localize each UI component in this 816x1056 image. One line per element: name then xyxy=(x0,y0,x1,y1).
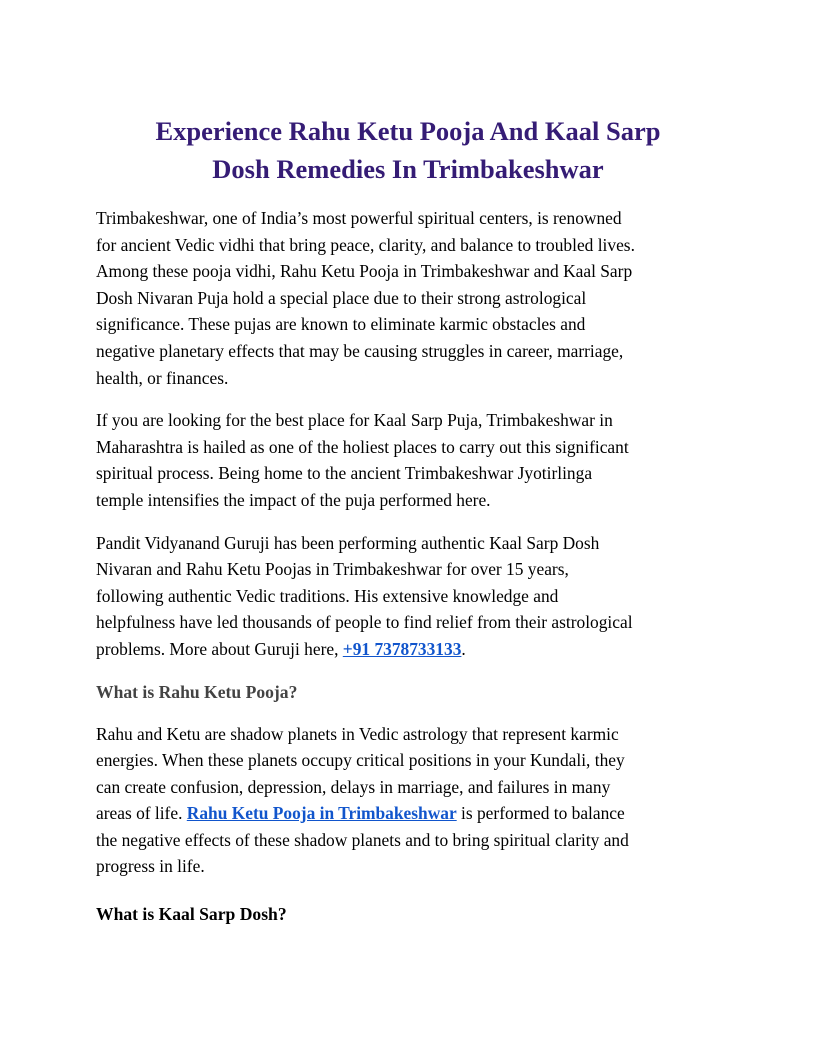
guruji-line: helpfulness have led thousands of people to find relief from their astrological xyxy=(96,612,633,633)
document-page xyxy=(96,112,720,927)
intro-line: negative planetary effects that may be causing struggles in career, marriage, xyxy=(96,340,624,361)
best-place-paragraph xyxy=(96,407,720,513)
intro-line: health, or finances. xyxy=(96,367,229,388)
intro-paragraph xyxy=(96,205,720,391)
rahu-ketu-line: the negative effects of these shadow planets and to bring spiritual clarity and xyxy=(96,829,629,850)
guruji-last-line xyxy=(96,636,720,663)
rahu-ketu-link-line xyxy=(96,800,720,827)
rahu-ketu-link-suffix: is performed to balance xyxy=(456,803,625,824)
best-place-line: If you are looking for the best place for Kaal Sarp Puja, Trimbakeshwar in xyxy=(96,410,613,431)
title-line-1: Experience Rahu Ketu Pooja And Kaal Sarp xyxy=(155,116,661,146)
intro-line: significance. These pujas are known to eliminate karmic obstacles and xyxy=(96,314,586,335)
best-place-line: Maharashtra is hailed as one of the holiest places to carry out this significant xyxy=(96,436,629,457)
best-place-line: spiritual process. Being home to the ancient Trimbakeshwar Jyotirlinga xyxy=(96,463,593,484)
rahu-ketu-line: progress in life. xyxy=(96,856,205,877)
guruji-last-suffix: . xyxy=(461,638,466,659)
title-line-2: Dosh Remedies In Trimbakeshwar xyxy=(212,154,604,184)
rahu-ketu-link-prefix: areas of life. xyxy=(96,803,187,824)
rahu-ketu-pooja-link[interactable]: Rahu Ketu Pooja in Trimbakeshwar xyxy=(186,803,457,824)
intro-line: for ancient Vedic vidhi that bring peace, clarity, and balance to troubled lives. xyxy=(96,234,635,255)
best-place-line: temple intensifies the impact of the puja performed here. xyxy=(96,489,491,510)
guruji-last-prefix: problems. More about Guruji here, xyxy=(96,638,343,659)
rahu-ketu-line: Rahu and Ketu are shadow planets in Vedic astrology that represent karmic xyxy=(96,723,619,744)
guruji-line: Nivaran and Rahu Ketu Poojas in Trimbakeshwar for over 15 years, xyxy=(96,559,569,580)
guruji-line: Pandit Vidyanand Guruji has been performing authentic Kaal Sarp Dosh xyxy=(96,532,600,553)
rahu-ketu-paragraph xyxy=(96,721,720,881)
intro-line: Dosh Nivaran Puja hold a special place due to their strong astrological xyxy=(96,287,587,308)
guruji-line: following authentic Vedic traditions. His extensive knowledge and xyxy=(96,585,559,606)
rahu-ketu-line: can create confusion, depression, delays in marriage, and failures in many xyxy=(96,776,611,797)
intro-line: Among these pooja vidhi, Rahu Ketu Pooja in Trimbakeshwar and Kaal Sarp xyxy=(96,261,633,282)
intro-line: Trimbakeshwar, one of India’s most powerful spiritual centers, is renowned xyxy=(96,208,622,228)
heading-kaal-sarp-dosh: What is Kaal Sarp Dosh? xyxy=(96,904,287,925)
rahu-ketu-line: energies. When these planets occupy critical positions in your Kundali, they xyxy=(96,750,625,771)
page-title xyxy=(96,112,720,188)
guruji-paragraph xyxy=(96,530,720,663)
heading-rahu-ketu-pooja: What is Rahu Ketu Pooja? xyxy=(96,681,298,702)
phone-link[interactable]: +91 7378733133 xyxy=(342,638,462,659)
